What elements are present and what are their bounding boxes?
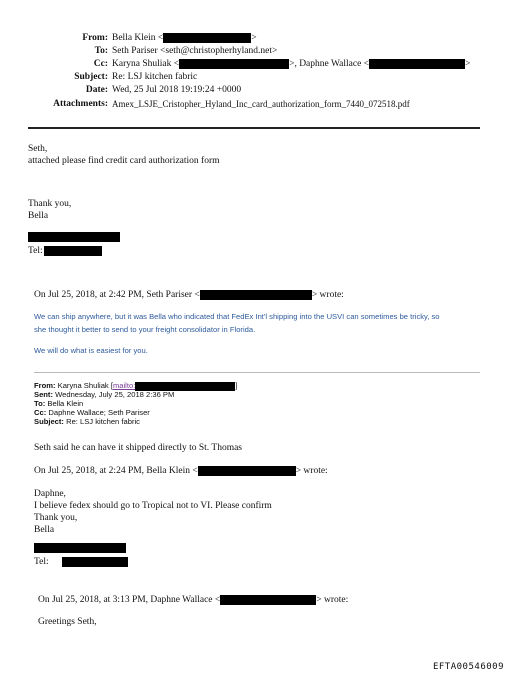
quote3-body: I believe fedex should go to Tropical not to VI. Please confirm <box>34 501 272 511</box>
tel-label: Tel: <box>28 246 43 256</box>
message-greeting: Seth, <box>28 144 48 154</box>
quote2-from-value: Karyna Shuliak [ <box>57 381 113 390</box>
quote2-subject-value: Re: LSJ kitchen fabric <box>66 417 140 426</box>
cc-label: Cc: <box>93 59 108 69</box>
quote2-sent-value: Wednesday, July 25, 2018 2:36 PM <box>55 390 175 399</box>
date-label: Date: <box>85 85 108 95</box>
quote-divider <box>34 372 480 373</box>
mailto-link[interactable]: mailto: <box>112 381 136 390</box>
from-name: Bella Klein < <box>112 33 164 43</box>
quote3-greeting: Daphne, <box>34 489 66 499</box>
redaction-bar <box>369 59 465 69</box>
subject-label: Subject: <box>74 72 108 82</box>
quote3-intro <box>34 465 328 477</box>
quote1-line1: We can ship anywhere, but it was Bella who indicated that FedEx Int'l shipping into the USVI can sometimes be tricky, so <box>34 312 440 321</box>
attachment-link[interactable]: Amex_LSJE_Cristopher_Hyland_Inc_card_authorization_form_7440_072518.pdf <box>112 99 410 109</box>
cc-name-1: Karyna Shuliak < <box>112 59 180 69</box>
redaction-bar <box>220 595 316 605</box>
document-id: EFTA00546009 <box>432 662 504 672</box>
quote1-intro-suffix: > wrote: <box>311 290 344 300</box>
from-label: From: <box>82 33 108 43</box>
quote4-intro <box>38 594 348 606</box>
quote2-cc-value: Daphne Wallace; Seth Pariser <box>48 408 150 417</box>
redaction-bar <box>28 232 120 242</box>
redaction-bar <box>62 557 128 567</box>
quote1-line2: she thought it better to send to your freight consolidator in Florida. <box>34 325 256 334</box>
cc-close: > <box>465 59 471 69</box>
from-value <box>112 32 257 44</box>
quote2-subject <box>34 417 140 427</box>
redaction-bar <box>179 59 289 69</box>
message-signature: Bella <box>28 211 49 221</box>
quote3-tel-label: Tel: <box>34 557 49 567</box>
quote2-from-close: ] <box>235 381 238 390</box>
cc-value <box>112 58 470 70</box>
to-value: Seth Pariser <seth@christopherhyland.net> <box>112 46 278 56</box>
quote2-subject-label: Subject: <box>34 417 64 426</box>
redaction-bar <box>34 543 126 553</box>
quote1-intro <box>34 289 344 301</box>
quote3-closing: Thank you, <box>34 513 78 523</box>
quote2-to-value: Bella Klein <box>47 399 84 408</box>
message-body: attached please find credit card authorization form <box>28 156 220 166</box>
quote3-intro-suffix: > wrote: <box>295 466 328 476</box>
redaction-bar <box>198 466 296 476</box>
redaction-bar <box>200 290 312 300</box>
header-divider <box>28 127 480 129</box>
from-close: > <box>251 33 257 43</box>
quote1-line3: We will do what is easiest for you. <box>34 346 148 355</box>
redaction-bar <box>163 33 251 43</box>
date-value: Wed, 25 Jul 2018 19:19:24 +0000 <box>112 85 242 95</box>
quote1-intro-prefix: On Jul 25, 2018, at 2:42 PM, Seth Pariser < <box>34 290 200 300</box>
message-closing: Thank you, <box>28 199 72 209</box>
attachments-label: Attachments: <box>53 99 108 109</box>
quote2-cc-label: Cc: <box>34 408 47 417</box>
quote2-body: Seth said he can have it shipped directly to St. Thomas <box>34 443 242 453</box>
quote4-greeting: Greetings Seth, <box>38 617 97 627</box>
quote2-to-label: To: <box>34 399 46 408</box>
redaction-bar <box>44 246 102 256</box>
quote3-intro-prefix: On Jul 25, 2018, at 2:24 PM, Bella Klein < <box>34 466 198 476</box>
quote4-intro-suffix: > wrote: <box>316 595 349 605</box>
cc-name-2: >, Daphne Wallace < <box>289 59 370 69</box>
quote2-from-label: From: <box>34 381 56 390</box>
subject-value: Re: LSJ kitchen fabric <box>112 72 198 82</box>
to-label: To: <box>94 46 108 56</box>
quote4-intro-prefix: On Jul 25, 2018, at 3:13 PM, Daphne Wallace < <box>38 595 221 605</box>
quote3-signature: Bella <box>34 525 55 535</box>
quote2-sent-label: Sent: <box>34 390 53 399</box>
